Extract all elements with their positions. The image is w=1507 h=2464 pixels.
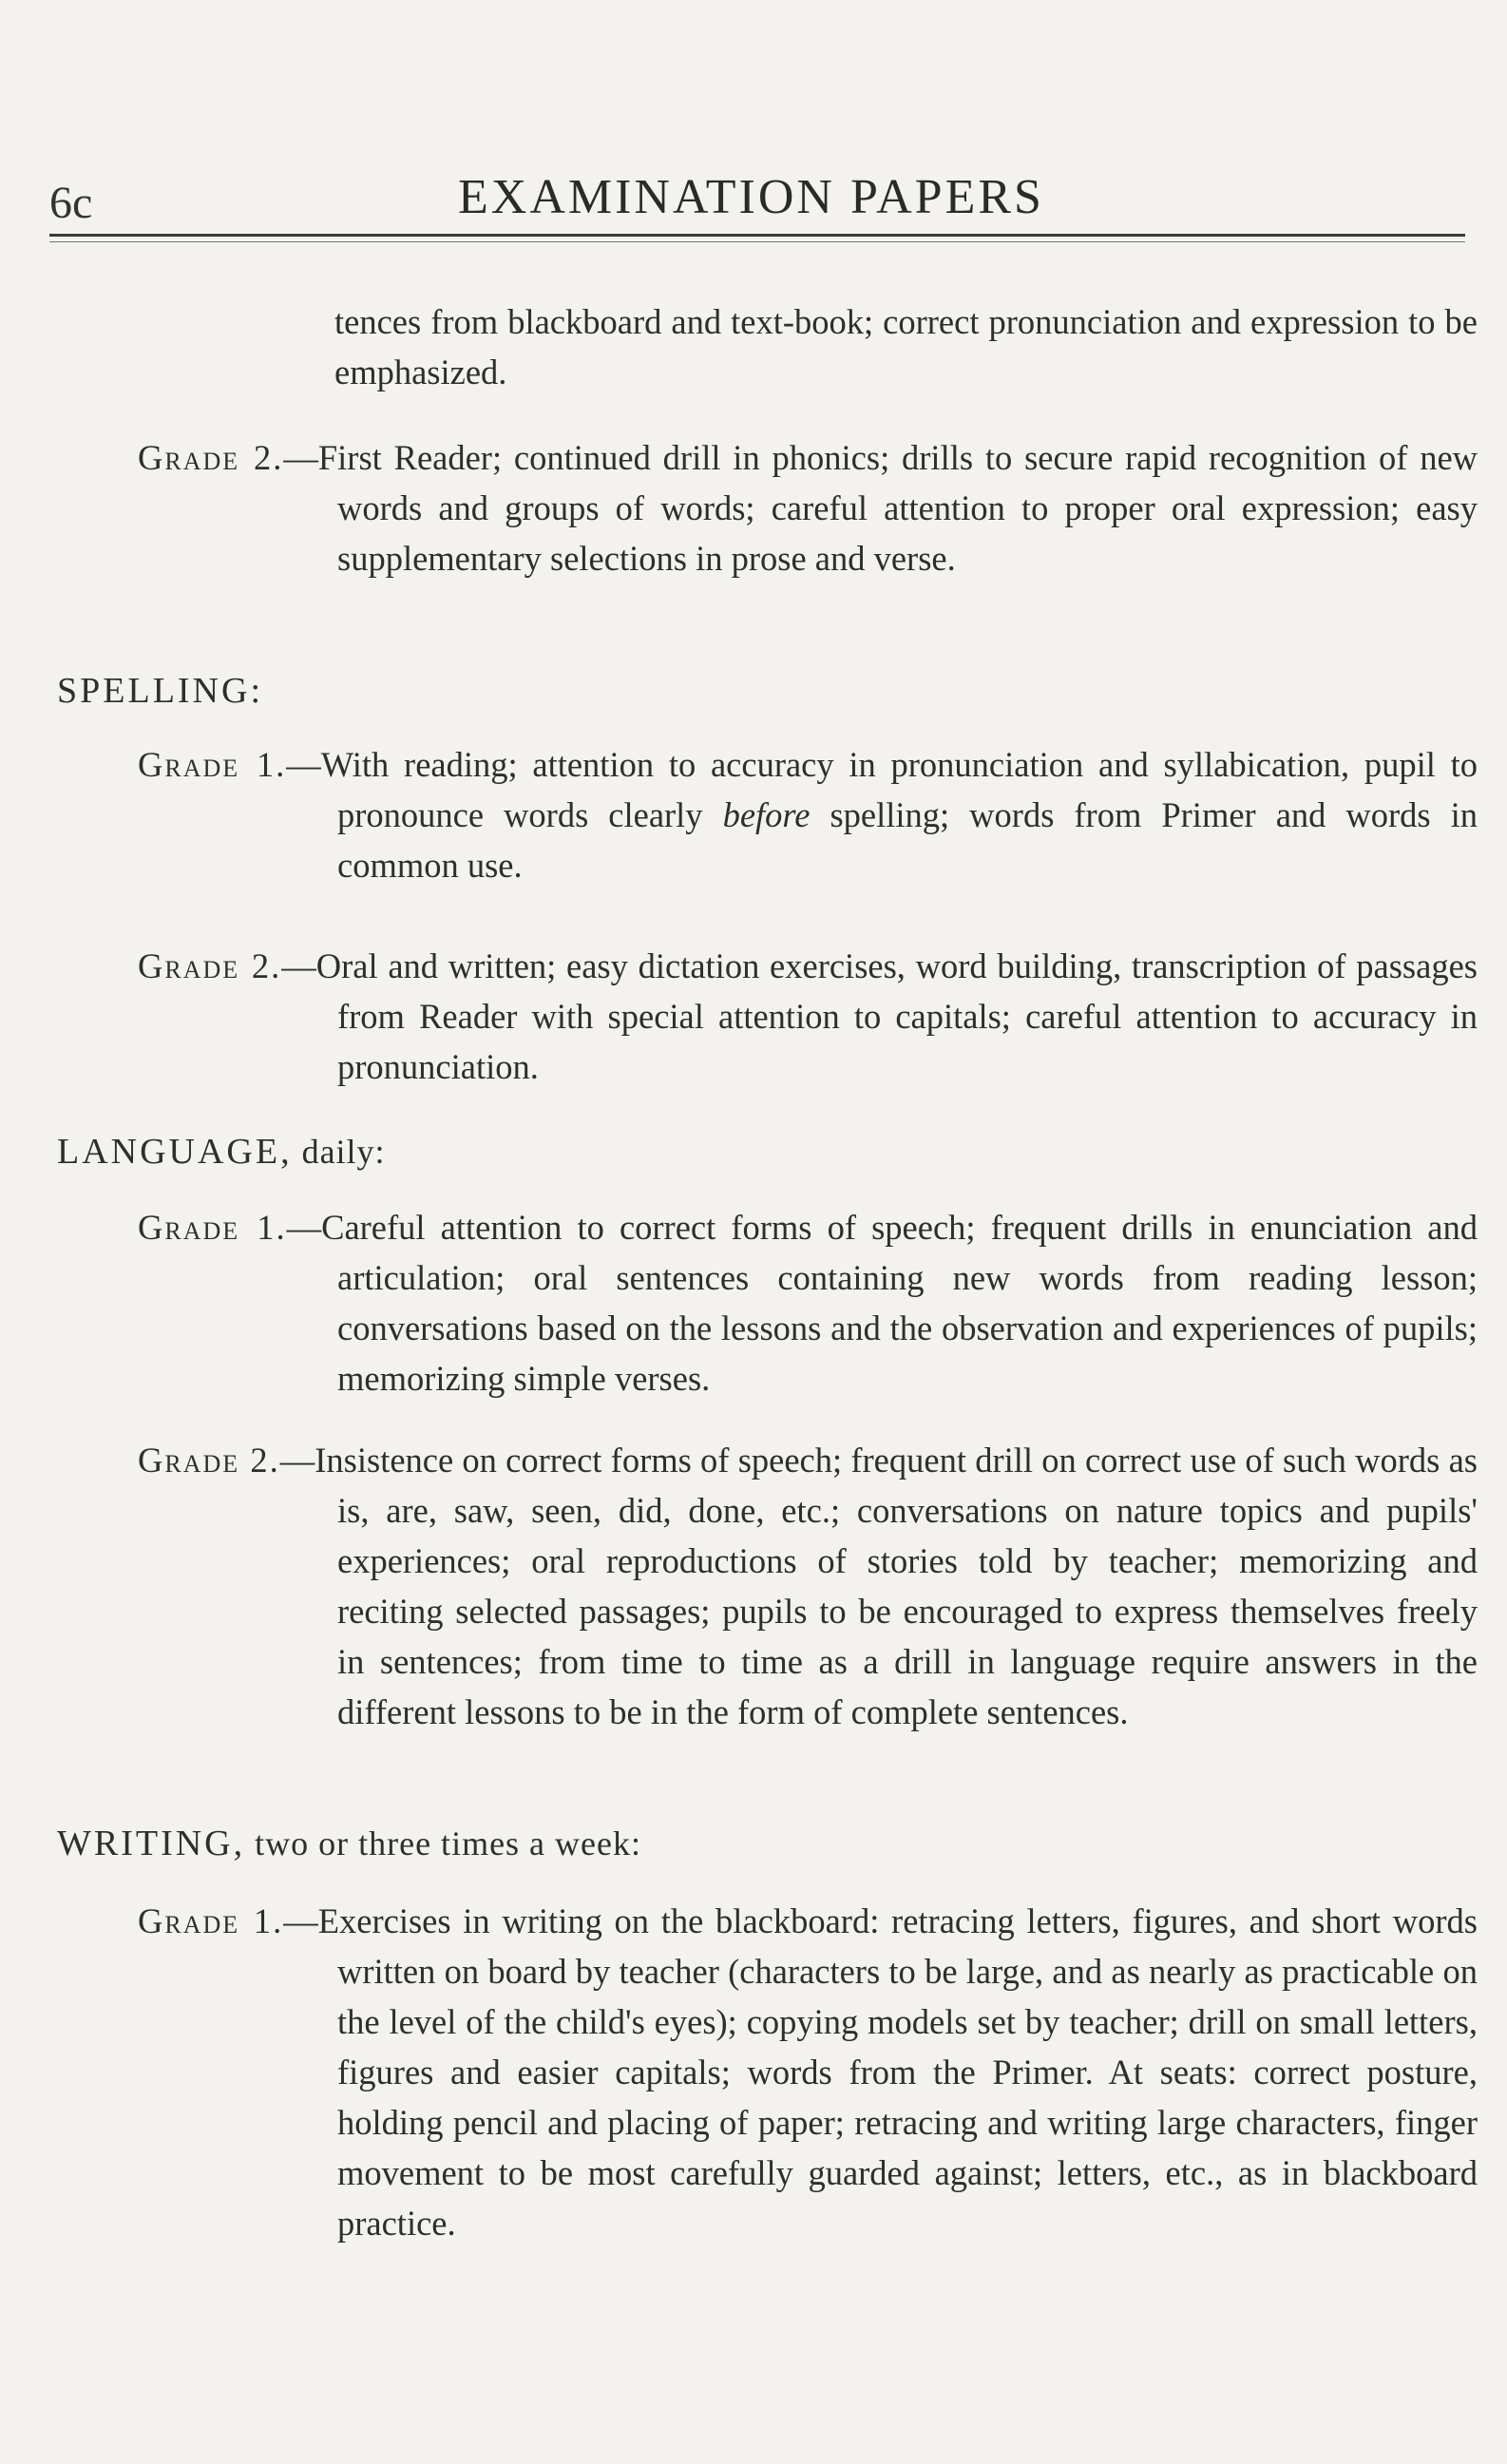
grade-text: Insistence on correct forms of speech; frequent drill on correct use of such words as is, are, saw, seen, did, done, etc.; conversations on nature topics and pupils' experiences; oral reproductions of stories told by teacher; memorizing and reciting selected passages; pupils to be encouraged to express themselves freely in sentences; from time to time as a drill in language require answers in the different lessons to be in the form of complete sentences. (315, 1441, 1478, 1731)
section-heading-language (57, 1131, 386, 1173)
em-dash: — (281, 946, 316, 985)
writing-grade-1 (138, 1896, 1478, 2248)
continuation-text: tences from blackboard and text-book; correct pronunciation and expression to be emphasized. (334, 302, 1478, 392)
grade-label: Grade 2. (138, 438, 284, 477)
grade-label: Grade 2. (138, 1441, 280, 1480)
header-rule (49, 234, 1465, 237)
em-dash: — (286, 1208, 322, 1247)
grade-text: Careful attention to correct forms of speech; frequent drills in enunciation and articulation; oral sentences containing new words from reading lesson; conversations based on the lessons and the observation and experiences of pupils; memorizing simple verses. (321, 1208, 1478, 1398)
running-title: EXAMINATION PAPERS (458, 170, 1044, 224)
grade-text: Exercises in writing on the blackboard: retracing letters, figures, and short words written on board by teacher (characters to be large, and as nearly as practicable on the level of the child's eyes); copying models set by teacher; drill on small letters, figures and easier capitals; words from the Primer. At seats: correct posture, holding pencil and placing of paper; retracing and writing large characters, finger movement to be most carefully guarded against; letters, etc., as in blackboard practice. (317, 1901, 1478, 2243)
heading-subtext: daily: (292, 1133, 386, 1171)
grade-label: Grade 1. (138, 745, 287, 784)
section-heading-spelling (57, 670, 263, 712)
reading-continuation (334, 296, 1478, 397)
grade-text: First Reader; continued drill in phonics; drills to secure rapid recognition of new words and groups of words; careful attention to proper oral expression; easy supplementary selections in prose and verse. (317, 438, 1478, 578)
heading-subtext: two or three times a week: (245, 1824, 641, 1862)
grade-text: With reading; attention to accuracy in pronunciation and syllabication, pupil to pronounce words clearly (320, 745, 1478, 834)
reading-grade-2 (138, 432, 1478, 583)
em-dash: — (286, 745, 321, 784)
language-grade-2 (138, 1435, 1478, 1737)
emphasis-text: before (722, 795, 811, 834)
grade-text-continued: spelling; words from Primer and words in common use. (337, 795, 1478, 885)
grade-text: Oral and written; easy dictation exercises, word building, transcription of passages from Reader with special attention to capitals; careful attention to accuracy in pronunciation. (315, 946, 1478, 1086)
spelling-grade-2 (138, 941, 1478, 1092)
em-dash: — (283, 1901, 318, 1940)
grade-label: Grade 1. (138, 1208, 287, 1247)
page-number: 6c (49, 178, 93, 228)
em-dash: — (283, 438, 318, 477)
page-header (49, 160, 1475, 245)
grade-label: Grade 1. (138, 1901, 284, 1940)
heading-text: LANGUAGE, (57, 1132, 293, 1172)
section-heading-writing (57, 1823, 641, 1864)
header-rule-thin (49, 241, 1465, 242)
language-grade-1 (138, 1202, 1478, 1404)
heading-text: WRITING, (57, 1824, 246, 1863)
spelling-grade-1 (138, 739, 1478, 890)
grade-label: Grade 2. (138, 946, 282, 985)
heading-text: SPELLING: (57, 671, 263, 711)
em-dash: — (279, 1441, 315, 1480)
